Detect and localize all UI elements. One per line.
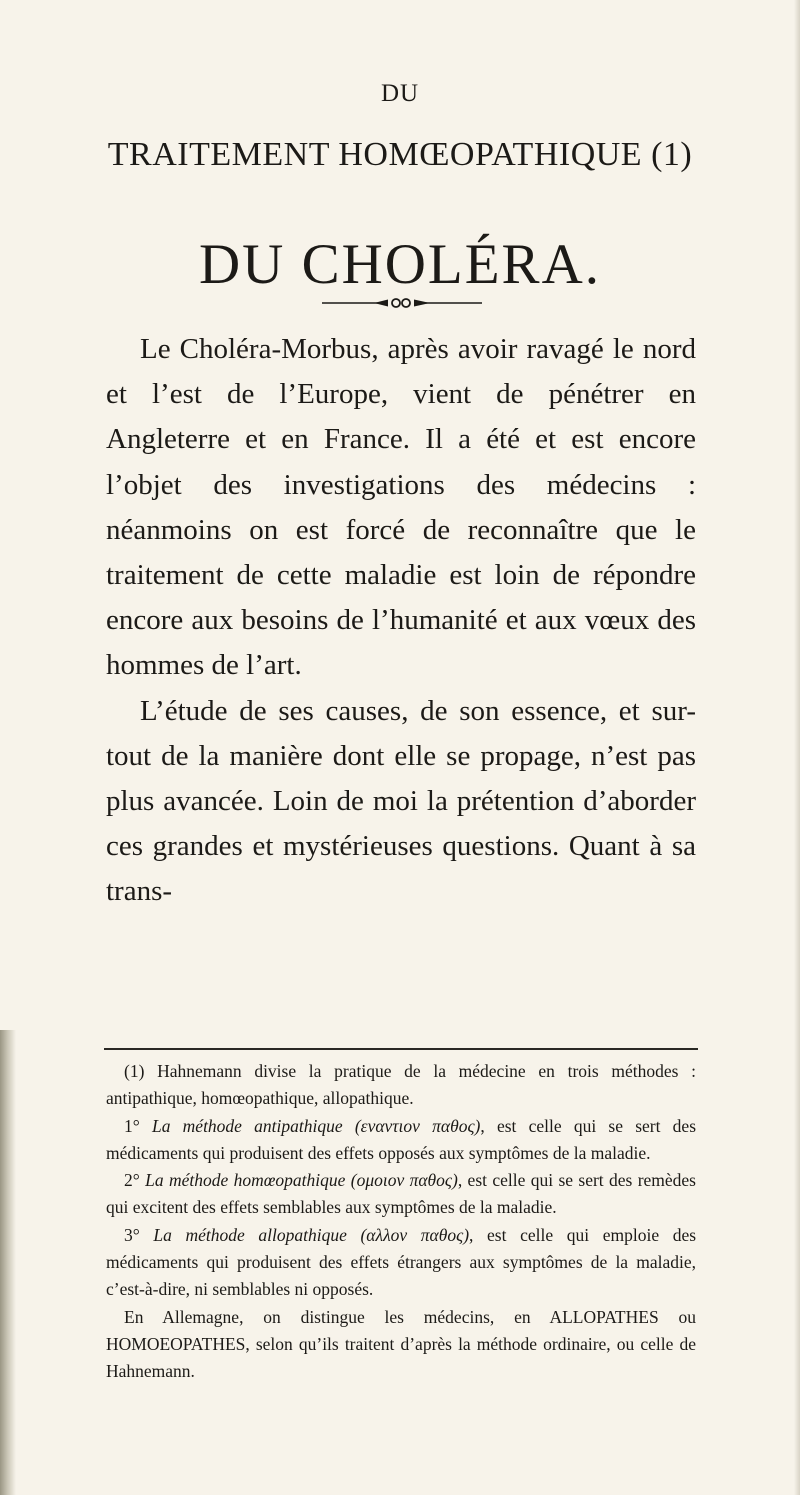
footnote-4-number: 3° (124, 1224, 140, 1245)
footnote-4-text: , est celle qui emploie des médicaments qui produisent des effets étrangers aux symptômes de la maladie, c’est-à-dire, ni semblables ni opposés. (106, 1224, 697, 1300)
footnote-3-greek: (ομοιον παθος) (350, 1170, 458, 1191)
footnote-4 (106, 1222, 696, 1304)
footnote-3-method: La méthode homœopathique (145, 1170, 346, 1191)
footnote-separator (104, 1048, 698, 1050)
page-right-edge (794, 0, 800, 1495)
heading-du: DU (380, 80, 420, 107)
page-edge-shadow (0, 1030, 16, 1495)
main-text (106, 327, 696, 915)
paragraph-1: Le Choléra-Morbus, après avoir ravagé le nord et l’est de l’Europe, vient de pénétrer en Angleterre et en France. Il a été et est encore l’objet des investigations des médecins : néanmoins on est forcé de reconnaître que le traitement de cette maladie est loin de répondre encore aux besoins de l’humanité et aux vœux des hommes de l’art. (106, 333, 696, 682)
footnote-1: (1) Hahnemann divise la pratique de la médecine en trois méthodes : antipathique, homœopathique, allopathique. (106, 1061, 696, 1109)
footnote-2 (106, 1113, 696, 1168)
footnote-2-method: La méthode antipathique (151, 1115, 343, 1136)
footnote-5: En Allemagne, on distingue les médecins, en ALLOPATHES ou HOMOEOPATHES, selon qu’ils traitent d’après la méthode ordinaire, ou celle de Hahnemann. (106, 1306, 696, 1382)
footnote-2-text: , est celle qui se sert des médicaments qui produisent des effets opposés aux symptômes de la maladie. (106, 1115, 697, 1163)
footnote-2-greek: (εναντιον παθος) (354, 1115, 481, 1136)
footnote-3-text: , est celle qui se sert des remèdes qui excitent des effets semblables aux symptômes de la maladie. (106, 1170, 696, 1218)
footnote-4-greek: (αλλον παθος) (360, 1224, 470, 1245)
title-line-2: DU CHOLÉRA. (199, 233, 601, 296)
paragraph-2: L’étude de ses causes, de son essence, et sur-tout de la manière dont elle se propage, n’est pas plus avancée. Loin de moi la prétention d’aborder ces grandes et mystérieuses questions. Quant à sa trans- (106, 694, 696, 908)
ornament-divider (322, 295, 482, 311)
footnote-3-number: 2° (124, 1170, 140, 1191)
footnote-3 (106, 1167, 696, 1222)
footnotes (106, 1058, 696, 1386)
footnote-2-number: 1° (124, 1115, 140, 1136)
title-line-1: TRAITEMENT HOMŒOPATHIQUE (1) (107, 136, 693, 173)
footnote-4-method: La méthode allopathique (153, 1224, 347, 1245)
